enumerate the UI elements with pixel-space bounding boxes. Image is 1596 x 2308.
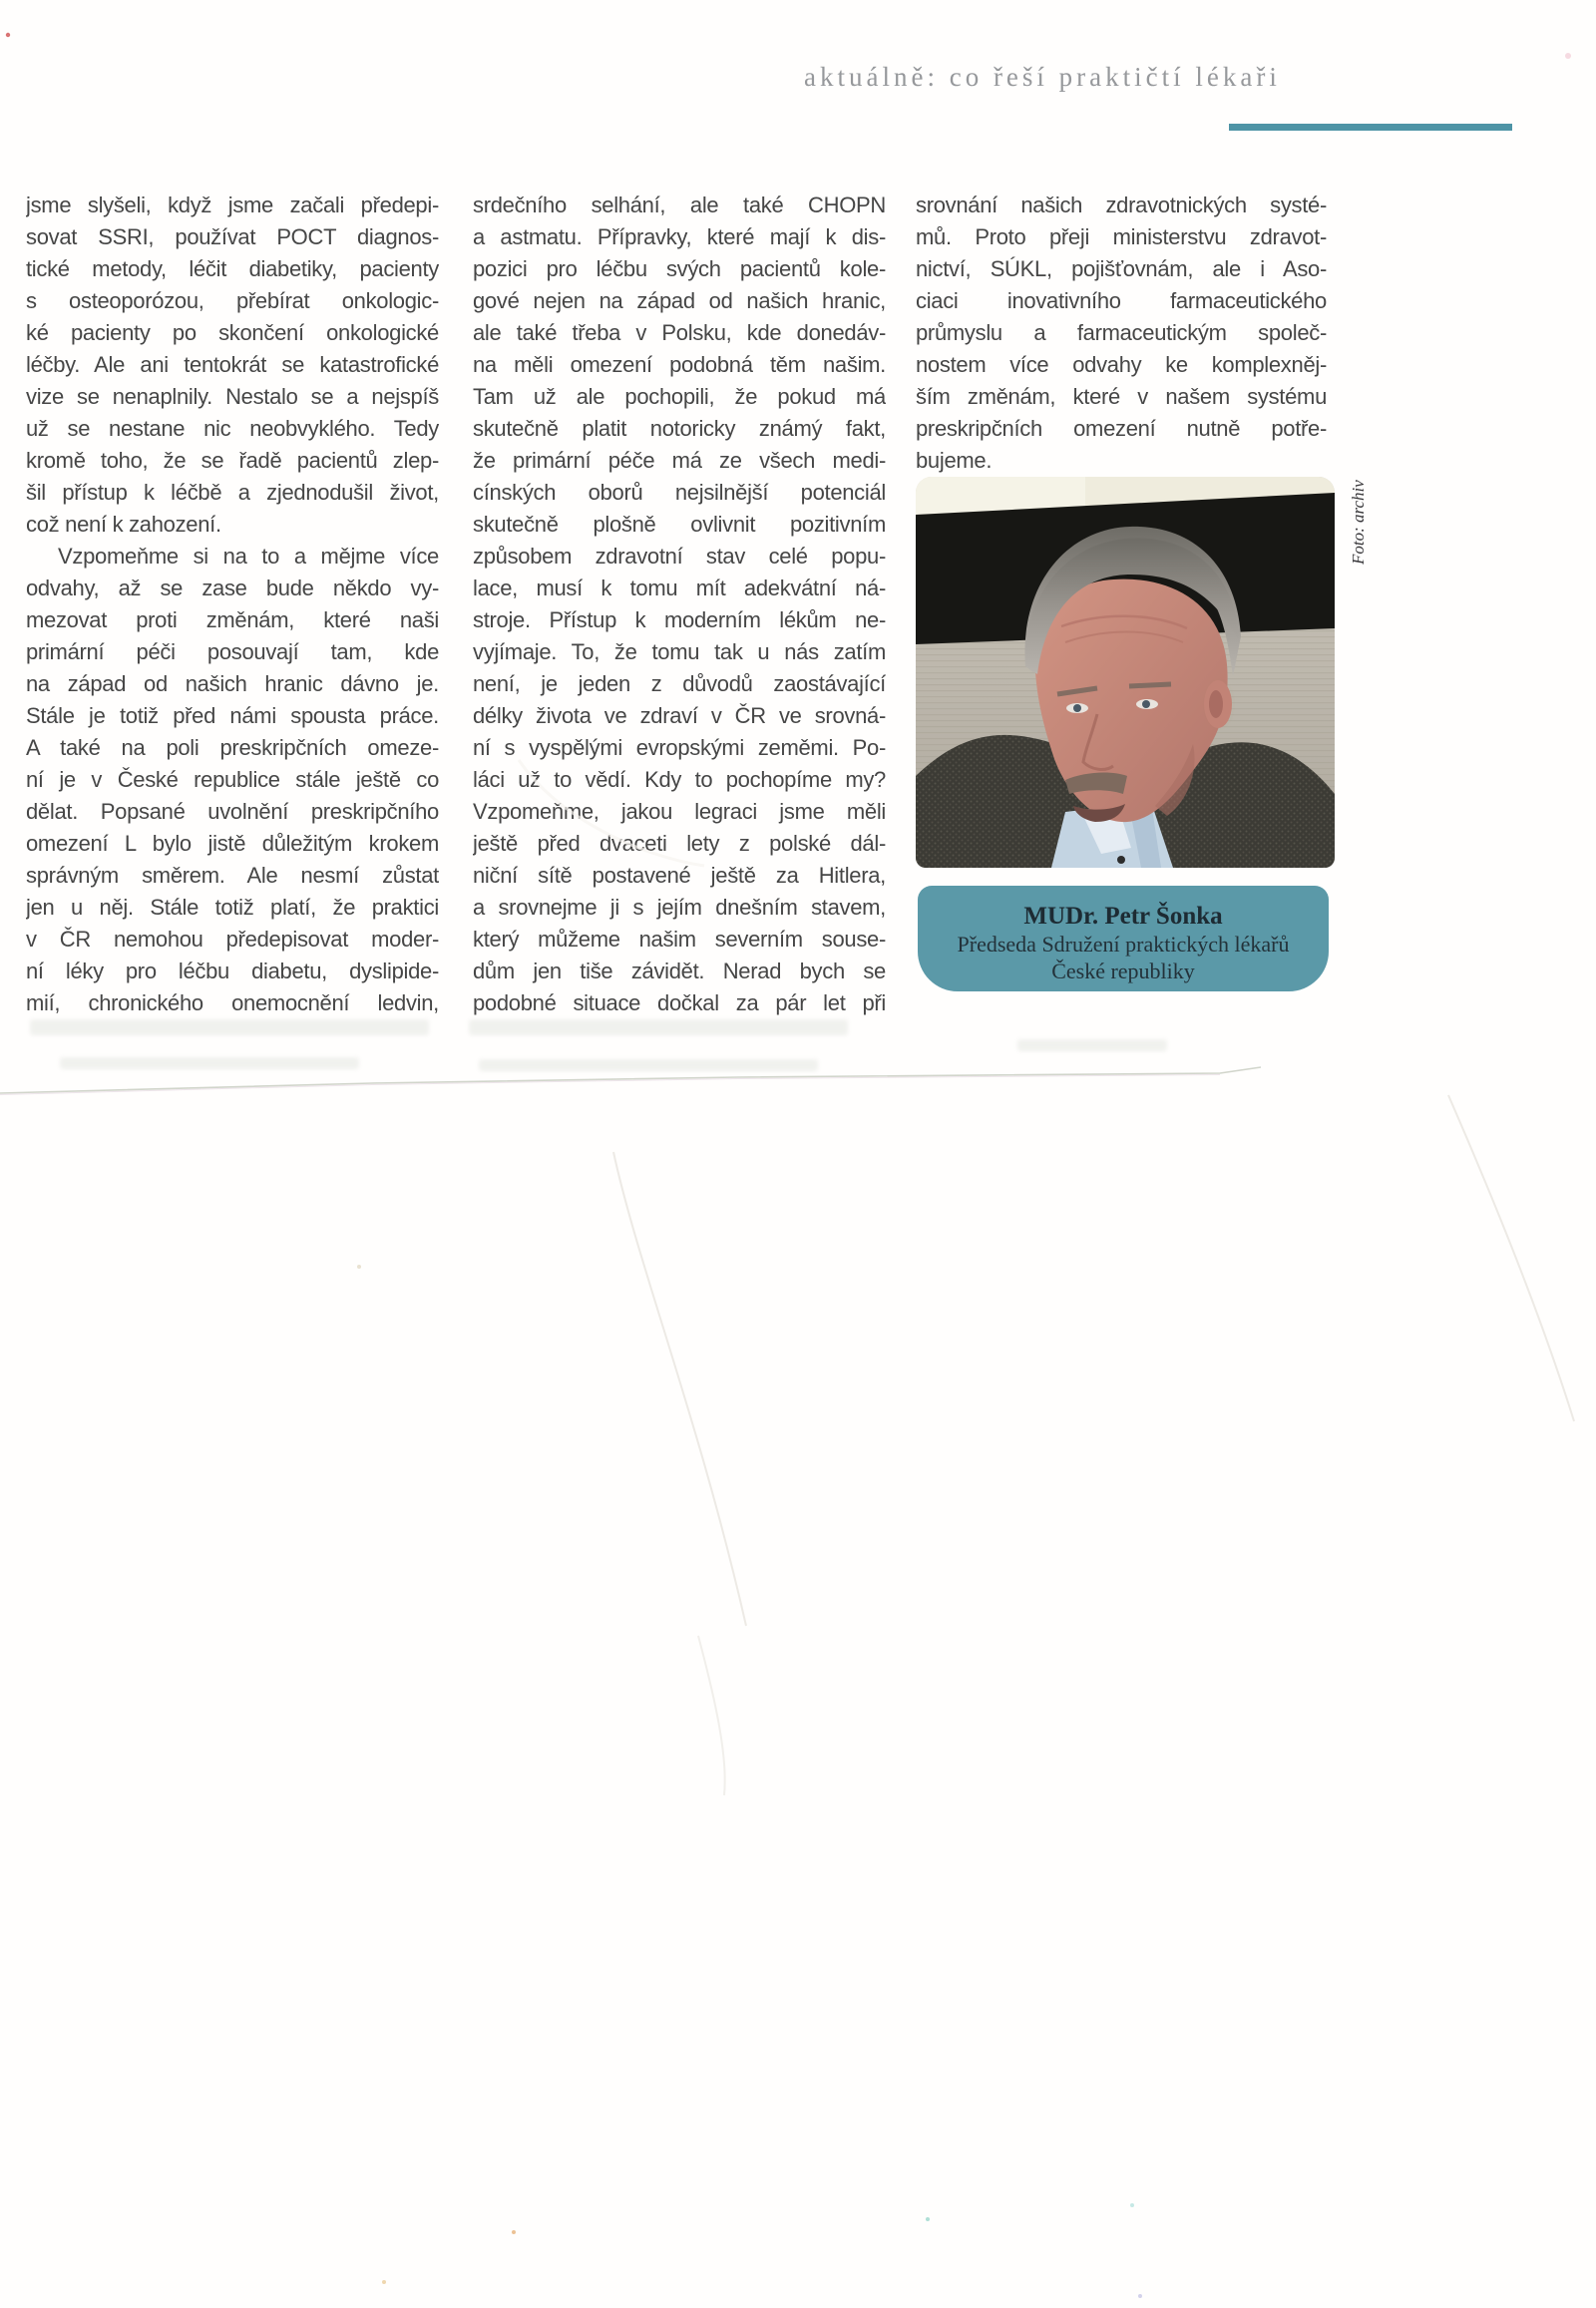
- article-column-3: [916, 190, 1327, 477]
- text-line: tické metody, léčit diabetiky, pacienty: [26, 256, 439, 281]
- text-line: Stále je totiž před námi spousta práce.: [26, 703, 439, 728]
- text-line: šil přístup k léčbě a zjednodušil život,: [26, 480, 439, 505]
- text-line: mů. Proto přeji ministerstvu zdravot-: [916, 224, 1327, 249]
- text-line: léčby. Ale ani tentokrát se katastrofické: [26, 352, 439, 377]
- text-line: jsme slyšeli, když jsme začali předepi-: [26, 192, 439, 217]
- ghost-impression: [30, 1019, 429, 1035]
- text-line: délky života ve zdraví v ČR ve srovná-: [473, 703, 886, 728]
- text-line: Vzpomeňme, jakou legraci jsme měli: [473, 799, 886, 824]
- text-line: stroje. Přístup k moderním lékům ne-: [473, 607, 886, 632]
- text-line: ciaci inovativního farmaceutického: [916, 288, 1327, 313]
- text-line: podobné situace dočkal za pár let při: [473, 990, 886, 1015]
- text-line: ní s vyspělými evropskými zeměmi. Po-: [473, 735, 886, 760]
- text-line: ším změnám, které v našem systému: [916, 384, 1327, 409]
- text-line: srdečního selhání, ale také CHOPN: [473, 192, 886, 217]
- text-line: skutečně platit notoricky známý fakt,: [473, 416, 886, 441]
- crease: [1448, 1095, 1574, 1421]
- text-line: ní léky pro léčbu diabetu, dyslipide-: [26, 959, 439, 983]
- text-line: s osteoporózou, přebírat onkologic-: [26, 288, 439, 313]
- text-line: a srovnejme ji s jejím dnešním stavem,: [473, 895, 886, 920]
- text-line: což není k zahození.: [26, 512, 221, 537]
- text-line: ní je v České republice stále ještě co: [26, 767, 439, 792]
- text-line: odvahy, až se zase bude někdo vy-: [26, 576, 439, 600]
- text-line: skutečně plošně ovlivnit pozitivním: [473, 512, 886, 537]
- text-line: omezení L bylo jistě důležitým krokem: [26, 831, 439, 856]
- text-line: způsobem zdravotní stav celé popu-: [473, 544, 886, 569]
- text-line: už se nestane nic neobvyklého. Tedy: [26, 416, 439, 441]
- crease: [698, 1636, 725, 1795]
- text-line: A také na poli preskripčních omeze-: [26, 735, 439, 760]
- text-line: vize se nenaplnily. Nestalo se a nejspíš: [26, 384, 439, 409]
- text-line: jen u něj. Stále totiž platí, že praktici: [26, 895, 439, 920]
- text-line: ké pacienty po skončení onkologické: [26, 320, 439, 345]
- ghost-impression: [60, 1057, 359, 1069]
- text-line: Vzpomeňme si na to a mějme více: [58, 544, 439, 569]
- text-line: průmyslu a farmaceutickým společ-: [916, 320, 1327, 345]
- text-line: srovnání našich zdravotnických systé-: [916, 192, 1327, 217]
- text-line: lace, musí k tomu mít adekvátní ná-: [473, 576, 886, 600]
- text-line: dům jen tiše závidět. Nerad bych se: [473, 959, 886, 983]
- photo-credit: Foto: archiv: [1349, 480, 1368, 565]
- text-line: že primární péče má ze všech medi-: [473, 448, 886, 473]
- portrait-photo: [916, 477, 1335, 868]
- text-line: na západ od našich hranic dávno je.: [26, 671, 439, 696]
- caption-name: MUDr. Petr Šonka: [1023, 903, 1223, 930]
- article-column-2: [473, 190, 886, 1019]
- text-line: správným směrem. Ale nesmí zůstat: [26, 863, 439, 888]
- text-line: mií, chronického onemocnění ledvin,: [26, 990, 439, 1015]
- text-line: v ČR nemohou předepisovat moder-: [26, 927, 439, 952]
- ghost-impression: [1017, 1039, 1167, 1051]
- caption-role-line1: Předseda Sdružení praktických lékařů: [957, 932, 1290, 957]
- text-line: nostem více odvahy ke komplexněj-: [916, 352, 1327, 377]
- ghost-impression: [469, 1019, 848, 1035]
- header-accent-bar: [1229, 124, 1512, 131]
- text-line: gové nejen na západ od našich hranic,: [473, 288, 886, 313]
- section-header: aktuálně: co řeší praktičtí lékaři: [804, 62, 1281, 92]
- text-line: vyjímaje. To, že tomu tak u nás zatím: [473, 639, 886, 664]
- crease: [613, 1152, 746, 1626]
- text-line: bujeme.: [916, 448, 993, 473]
- text-line: primární péči posouvají tam, kde: [26, 639, 439, 664]
- text-line: cínských oborů nejsilnější potenciál: [473, 480, 886, 505]
- text-line: není, je jeden z důvodů zaostávající: [473, 671, 886, 696]
- text-line: láci už to vědí. Kdy to pochopíme my?: [473, 767, 886, 792]
- text-line: který můžeme našim severním souse-: [473, 927, 886, 952]
- ghost-impression: [479, 1059, 818, 1071]
- text-line: dělat. Popsané uvolnění preskripčního: [26, 799, 439, 824]
- text-line: preskripčních omezení nutně potře-: [916, 416, 1327, 441]
- text-line: ale také třeba v Polsku, kde donedáv-: [473, 320, 886, 345]
- text-line: mezovat proti změnám, které naši: [26, 607, 439, 632]
- caption-role-line2: České republiky: [1051, 959, 1195, 983]
- text-line: kromě toho, že se řadě pacientů zlep-: [26, 448, 439, 473]
- text-line: Tam už ale pochopili, že pokud má: [473, 384, 886, 409]
- text-line: a astmatu. Přípravky, které mají k dis-: [473, 224, 886, 249]
- text-line: niční sítě postavené ještě za Hitlera,: [473, 863, 886, 888]
- caption-box: [918, 886, 1329, 991]
- text-line: na měli omezení podobná těm našim.: [473, 352, 886, 377]
- text-line: ještě před dvaceti lety z polské dál-: [473, 831, 886, 856]
- text-line: sovat SSRI, používat POCT diagnos-: [26, 224, 439, 249]
- article-column-1: [26, 190, 439, 1019]
- text-line: pozici pro léčbu svých pacientů kole-: [473, 256, 886, 281]
- text-line: nictví, SÚKL, pojišťovnám, ale i Aso-: [916, 256, 1327, 281]
